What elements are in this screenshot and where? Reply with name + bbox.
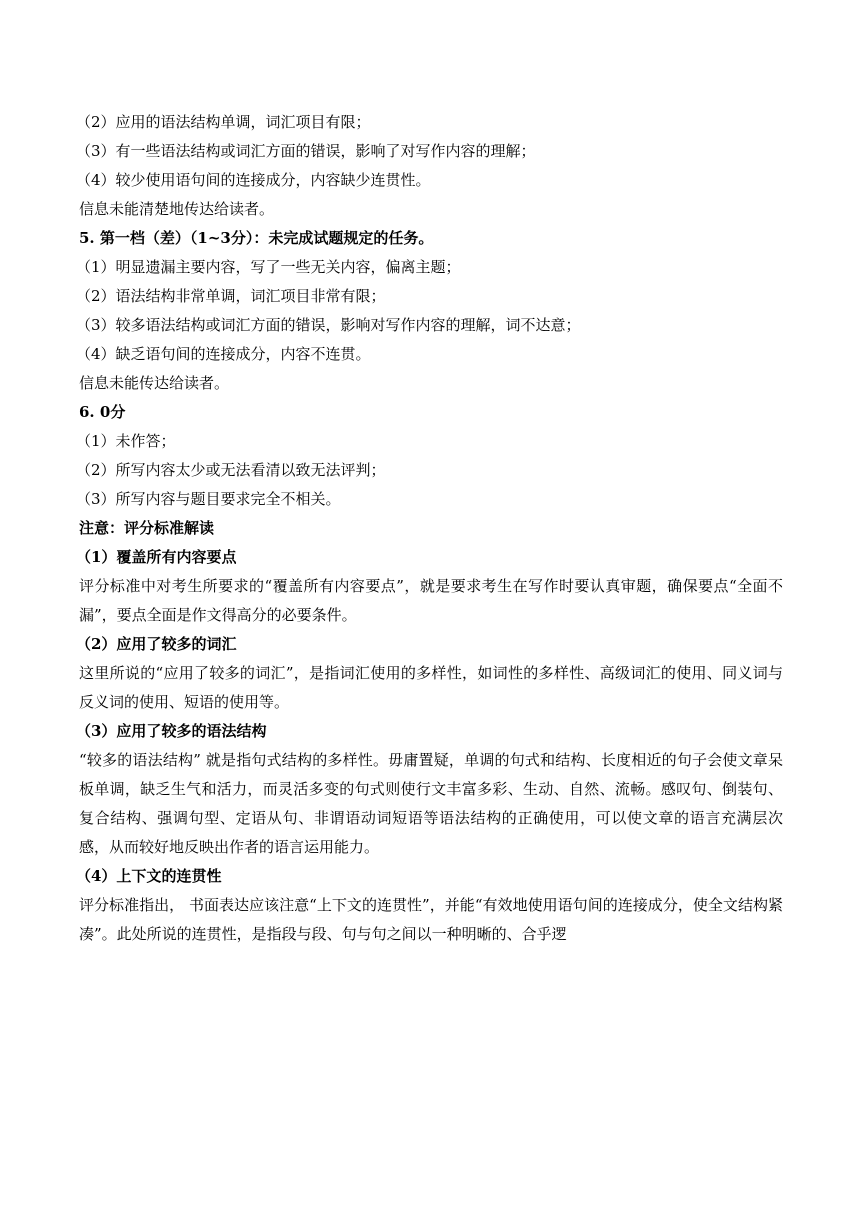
criterion-summary: 信息未能清楚地传达给读者。 [79,200,275,218]
grade-0-section [76,398,783,514]
criterion-line: （3）较多语法结构或词汇方面的错误，影响对写作内容的理解，词不达意； [76,316,581,334]
note-paragraph: 这里所说的“应用了较多的词汇”，是指词汇使用的多样性，如词性的多样性、高级词汇的使用、同义词与反义词的使用、短语的使用等。 [79,664,783,711]
grade-0-heading: 6. 0分 [79,403,126,421]
criterion-line: （4）较少使用语句间的连接成分，内容缺少连贯性。 [76,171,431,189]
note-title: （2）应用了较多的词汇 [76,635,237,653]
notes-heading: 注意：评分标准解读 [79,519,215,537]
note-paragraph: “较多的语法结构” 就是指句式结构的多样性。毋庸置疑，单调的句式和结构、长度相近的句子会使文章呆板单调，缺乏生气和活力，而灵活多变的句式则使行文丰富多彩、生动、自然、流畅。感叹句、倒装句、复合结构、强调句型、定语从句、非谓语动词短语等语法结构的正确使用，可以使文章的语言充满层次感，从而较好地反映出作者的语言运用能力。 [79,751,783,856]
criterion-line: （4）缺乏语句间的连接成分，内容不连贯。 [76,345,371,363]
criterion-line: （2）应用的语法结构单调，词汇项目有限； [76,113,371,131]
document-page [76,108,783,949]
grade-2-criteria [76,108,783,224]
criterion-line: （2）语法结构非常单调，词汇项目非常有限； [76,287,386,305]
grade-1-section [76,224,783,398]
note-paragraph: 评分标准中对考生所要求的“覆盖所有内容要点”，就是要求考生在写作时要认真审题，确保要点“全面不漏”，要点全面是作文得高分的必要条件。 [79,577,783,624]
criterion-line: （1）未作答； [76,432,176,450]
notes-section [76,514,783,949]
criterion-summary: 信息未能传达给读者。 [79,374,230,392]
note-title: （4）上下文的连贯性 [76,867,222,885]
grade-1-heading: 5. 第一档（差）（1~3分）：未完成试题规定的任务。 [79,229,434,247]
criterion-line: （2）所写内容太少或无法看清以致无法评判； [76,461,386,479]
criterion-line: （1）明显遗漏主要内容，写了一些无关内容，偏离主题； [76,258,461,276]
note-title: （3）应用了较多的语法结构 [76,722,267,740]
note-title: （1）覆盖所有内容要点 [76,548,237,566]
note-paragraph: 评分标准指出， 书面表达应该注意“上下文的连贯性”，并能“有效地使用语句间的连接成分，使全文结构紧凑”。此处所说的连贯性，是指段与段、句与句之间以一种明晰的、合乎逻 [79,896,783,943]
criterion-line: （3）所写内容与题目要求完全不相关。 [76,490,341,508]
criterion-line: （3）有一些语法结构或词汇方面的错误，影响了对写作内容的理解； [76,142,536,160]
